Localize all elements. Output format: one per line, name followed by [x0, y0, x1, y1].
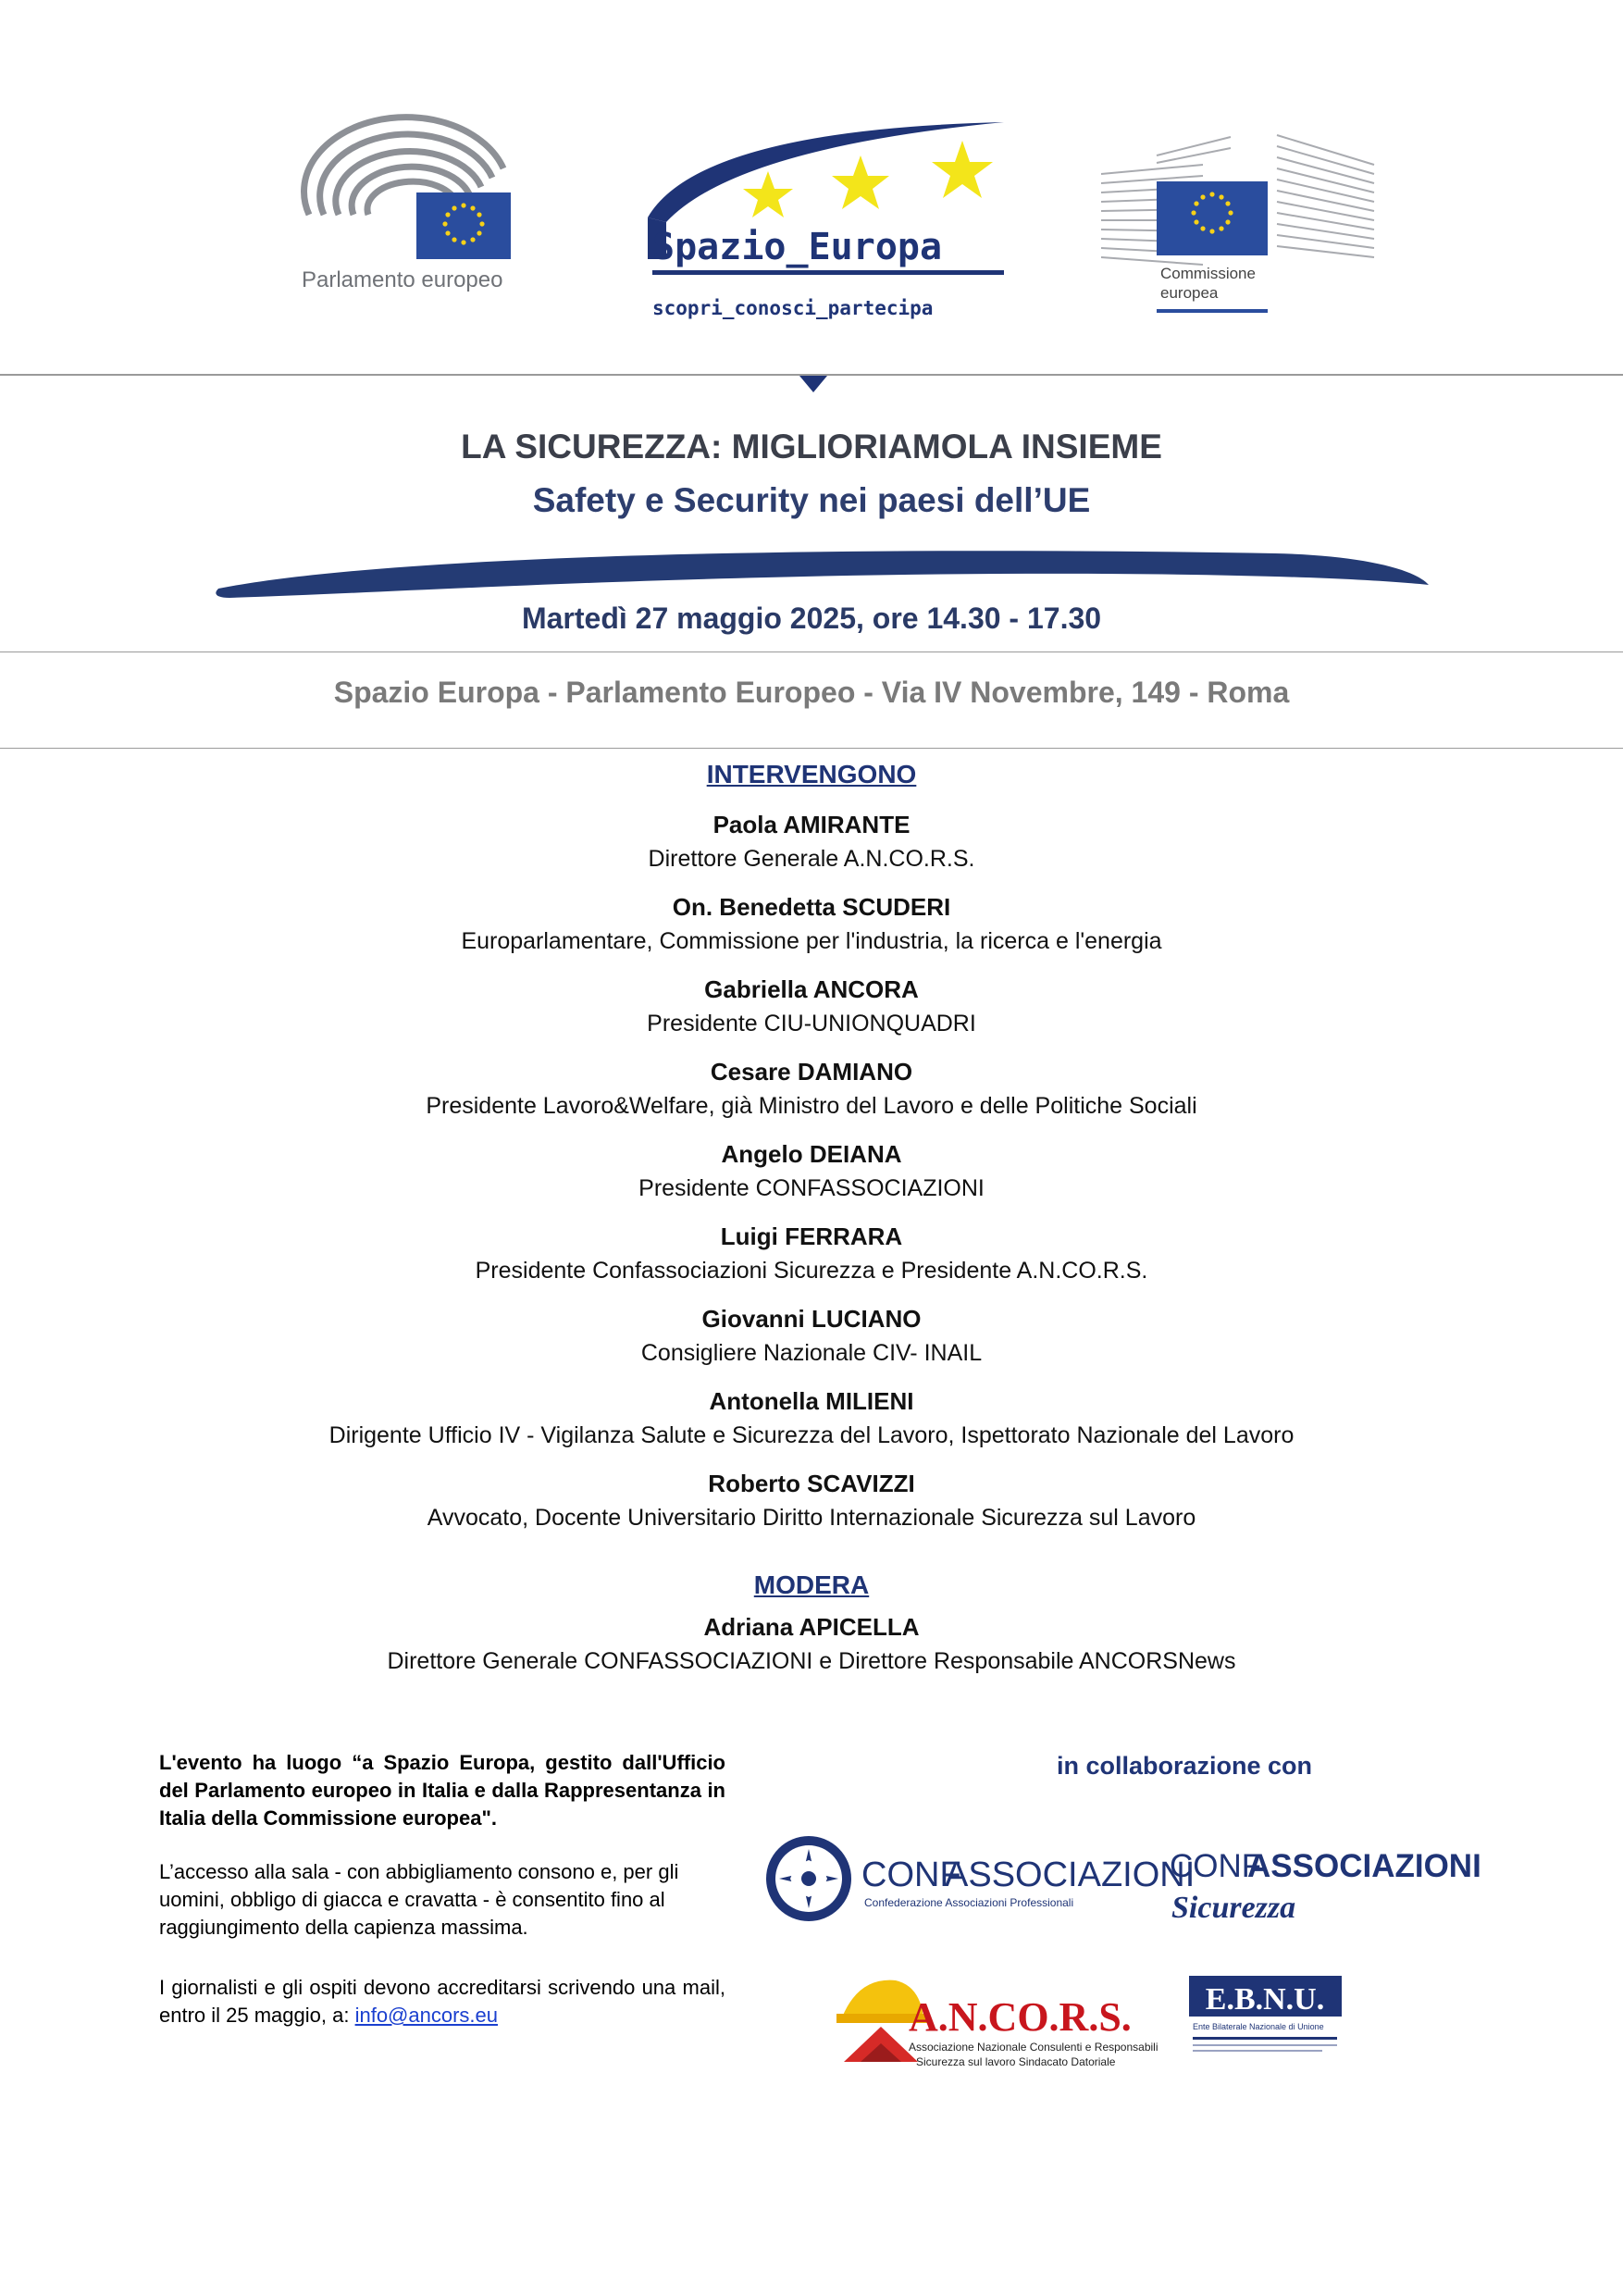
speaker-name: On. Benedetta SCUDERI	[672, 893, 951, 921]
event-venue: Spazio Europa - Parlamento Europeo - Via IV Novembre, 149 - Roma	[333, 676, 1290, 709]
speakers-heading: INTERVENGONO	[706, 760, 917, 788]
speaker-role: Presidente Confassociazioni Sicurezza e Presidente A.N.CO.R.S.	[475, 1258, 1148, 1284]
speaker-role: Consigliere Nazionale CIV- INAIL	[640, 1340, 983, 1366]
down-arrow-icon	[799, 376, 827, 394]
speaker-role: Dirigente Ufficio IV - Vigilanza Salute e Sicurezza del Lavoro, Ispettorato Nazionale del Lavoro	[328, 1422, 1295, 1448]
confa-brand-b: ASSOCIAZIONI	[945, 1855, 1196, 1894]
speaker-role: Presidente CIU-UNIONQUADRI	[647, 1011, 976, 1036]
brush-stroke-divider	[211, 546, 1432, 600]
commissione-line1: Commissione	[1160, 265, 1256, 282]
speaker-name: Luigi FERRARA	[720, 1222, 903, 1250]
confassociazioni-logo	[764, 1832, 1196, 1925]
speaker-role: Direttore Generale A.N.CO.R.S.	[648, 846, 975, 872]
ancors-sub1: Associazione Nazionale Consulenti e Responsabili	[909, 2041, 1158, 2054]
speaker-name: Cesare DAMIANO	[710, 1058, 913, 1086]
ancors-logo	[824, 1960, 1158, 2080]
speaker-name: Paola AMIRANTE	[712, 811, 911, 838]
venue-divider	[0, 748, 1623, 749]
note-accreditation	[159, 1974, 725, 2029]
moderator-heading: MODERA	[753, 1570, 870, 1599]
ancors-sub2: Sicurezza sul lavoro Sindacato Datoriale	[916, 2055, 1116, 2068]
note-organizer	[159, 1749, 725, 1832]
event-title: LA SICUREZZA: MIGLIORIAMOLA INSIEME	[461, 428, 1162, 465]
parlamento-label: Parlamento europeo	[302, 267, 503, 292]
speaker-name: Roberto SCAVIZZI	[708, 1470, 915, 1497]
spazio-title: Spazio_Europa	[652, 226, 943, 268]
confsic-sub: Sicurezza	[1171, 1891, 1296, 1925]
speaker-role: Europarlamentare, Commissione per l'industria, la ricerca e l'energia	[461, 928, 1162, 954]
commissione-line2: europea	[1160, 284, 1219, 302]
confsic-brand-a: CONF	[1170, 1848, 1262, 1884]
confa-brand-a: CONF	[861, 1855, 961, 1894]
speaker-name: Antonella MILIENI	[709, 1387, 914, 1415]
event-date: Martedì 27 maggio 2025, ore 14.30 - 17.30	[521, 602, 1102, 635]
moderator-name: Adriana APICELLA	[703, 1613, 920, 1641]
parlamento-europeo-logo	[298, 139, 529, 305]
ebnu-logo	[1189, 1976, 1342, 2064]
collab-heading: in collaborazione con	[1056, 1752, 1313, 1780]
confa-sub: Confederazione Associazioni Professionali	[864, 1896, 1074, 1909]
spazio-europa-logo	[643, 120, 1013, 333]
commissione-europea-logo	[1101, 128, 1379, 322]
ebnu-name: E.B.N.U.	[1205, 1982, 1325, 2017]
speaker-role: Avvocato, Docente Universitario Diritto Internazionale Sicurezza sul Lavoro	[427, 1505, 1196, 1531]
spazio-tagline: scopri_conosci_partecipa	[652, 297, 934, 319]
confsic-brand-b: ASSOCIAZIONI	[1247, 1848, 1481, 1884]
note-accreditation-text: I giornalisti e gli ospiti devono accreditarsi scrivendo una mail, entro il 25 maggio, a:	[159, 1976, 725, 2027]
email-link[interactable]: info@ancors.eu	[354, 2004, 498, 2027]
ancors-name: A.N.CO.R.S.	[909, 1994, 1132, 2040]
moderator-role: Direttore Generale CONFASSOCIAZIONI e Direttore Responsabile ANCORSNews	[387, 1648, 1236, 1674]
speaker-role: Presidente Lavoro&Welfare, già Ministro del Lavoro e delle Politiche Sociali	[426, 1093, 1197, 1119]
ebnu-sub: Ente Bilaterale Nazionale di Unione	[1193, 2022, 1324, 2031]
speaker-role: Presidente CONFASSOCIAZIONI	[638, 1175, 985, 1201]
confassociazioni-sicurezza-logo	[1168, 1843, 1487, 1927]
note-dress-code: L’accesso alla sala - con abbigliamento consono e, per gli uomini, obbligo di giacca e cravatta - è consentito fino al raggiungimento della capienza massima.	[159, 1860, 679, 1939]
note-organizer-text: L'evento ha luogo “a Spazio Europa, gestito dall'Ufficio del Parlamento europeo in Italia e dalla Rappresentanza in Italia della Commissione europea".	[159, 1751, 725, 1830]
speaker-name: Giovanni LUCIANO	[701, 1305, 922, 1333]
event-subtitle: Safety e Security nei paesi dell’UE	[532, 481, 1091, 519]
speaker-name: Gabriella ANCORA	[704, 975, 919, 1003]
speaker-name: Angelo DEIANA	[721, 1140, 902, 1168]
